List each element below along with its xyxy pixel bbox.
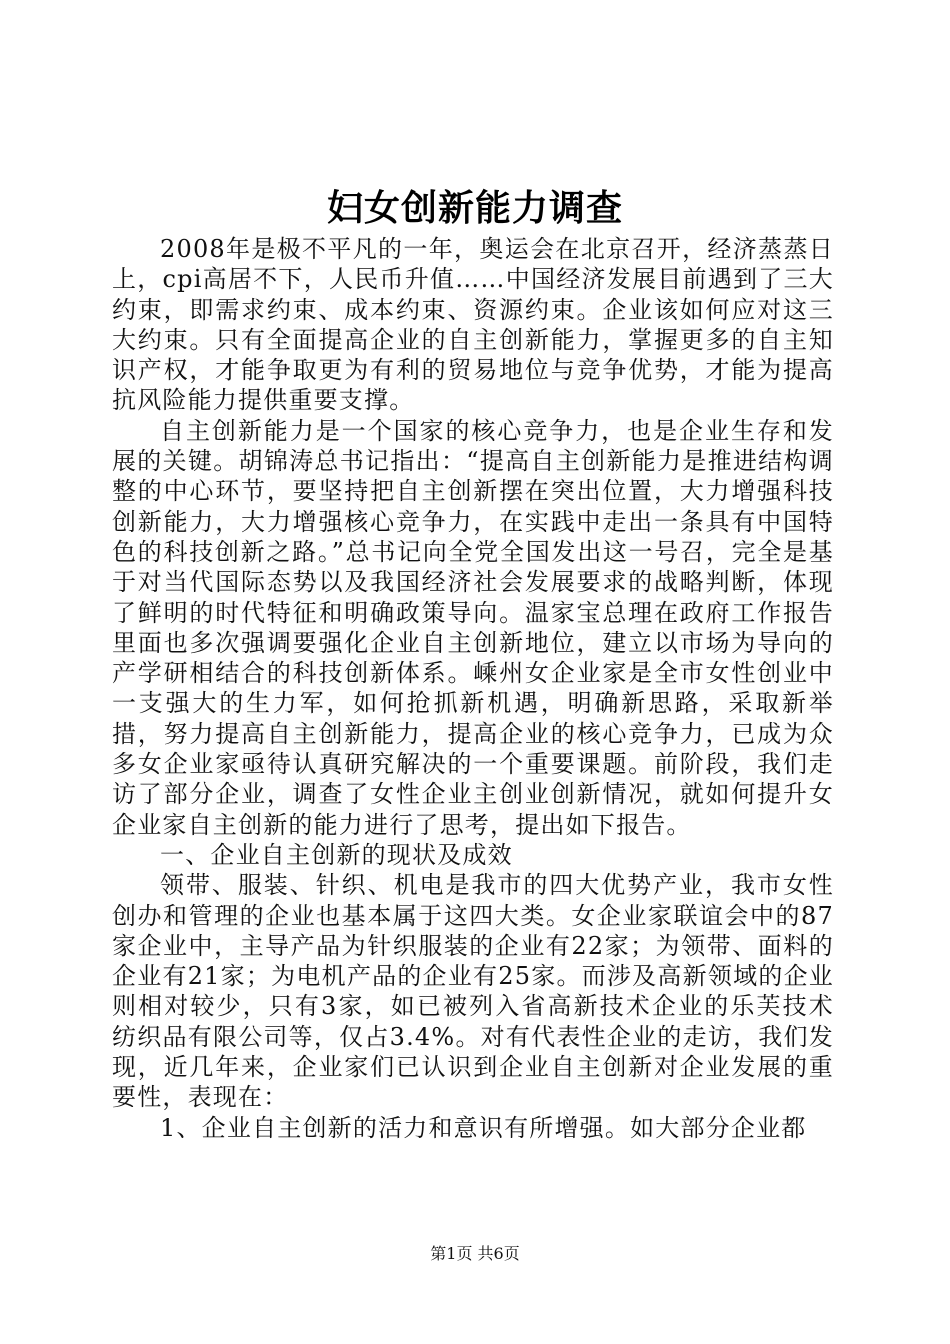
paragraph: 1、企业自主创新的活力和意识有所增强。如大部分企业都 (160, 1113, 807, 1142)
paragraph: 领带、服装、针织、机电是我市的四大优势产业，我市女性创办和管理的企业也基本属于这四大类。女企业家联谊会中的87家企业中，主导产品为针织服装的企业有22家；为领带、面料的企业有21家；为电机产品的企业有25家。而涉及高新领域的企业则相对较少，只有3家，如已被列入省高新技术企业的乐芙技术纺织品有限公司等，仅占3.4%。对有代表性企业的走访，我们发现，近几年来，企业家们已认识到企业自主创新对企业发展的重要性，表现在： (112, 871, 834, 1112)
document-title: 妇女创新能力调查 (326, 187, 623, 229)
paragraph: 2008年是极不平凡的一年，奥运会在北京召开，经济蒸蒸日上，cpi高居不下，人民币升值……中国经济发展目前遇到了三大约束，即需求约束、成本约束、资源约束。企业该如何应对这三大约束。只有全面提高企业的自主创新能力，掌握更多的自主知识产权，才能争取更为有利的贸易地位与竞争优势，才能为提高抗风险能力提供重要支撑。 (112, 235, 834, 415)
paragraph: 自主创新能力是一个国家的核心竞争力，也是企业生存和发展的关键。胡锦涛总书记指出：“提高自主创新能力是推进结构调整的中心环节，要坚持把自主创新摆在突出位置，大力增强科技创新能力，大力增强核心竞争力，在实践中走出一条具有中国特色的科技创新之路。”总书记向全党全国发出这一号召，完全是基于对当代国际态势以及我国经济社会发展要求的战略判断，体现了鲜明的时代特征和明确政策导向。温家宝总理在政府工作报告里面也多次强调要强化企业自主创新地位，建立以市场为导向的产学研相结合的科技创新体系。嵊州女企业家是全市女性创业中一支强大的生力军，如何抢抓新机遇，明确新思路，采取新举措，努力提高自主创新能力，提高企业的核心竞争力，已成为众多女企业家亟待认真研究解决的一个重要课题。前阶段，我们走访了部分企业，调查了女性企业主创业创新情况，就如何提升女企业家自主创新的能力进行了思考，提出如下报告。 (112, 416, 834, 839)
document-body (112, 234, 834, 1143)
page-footer: 第1页 共6页 (430, 1244, 520, 1263)
section-heading: 一、企业自主创新的现状及成效 (160, 840, 513, 869)
